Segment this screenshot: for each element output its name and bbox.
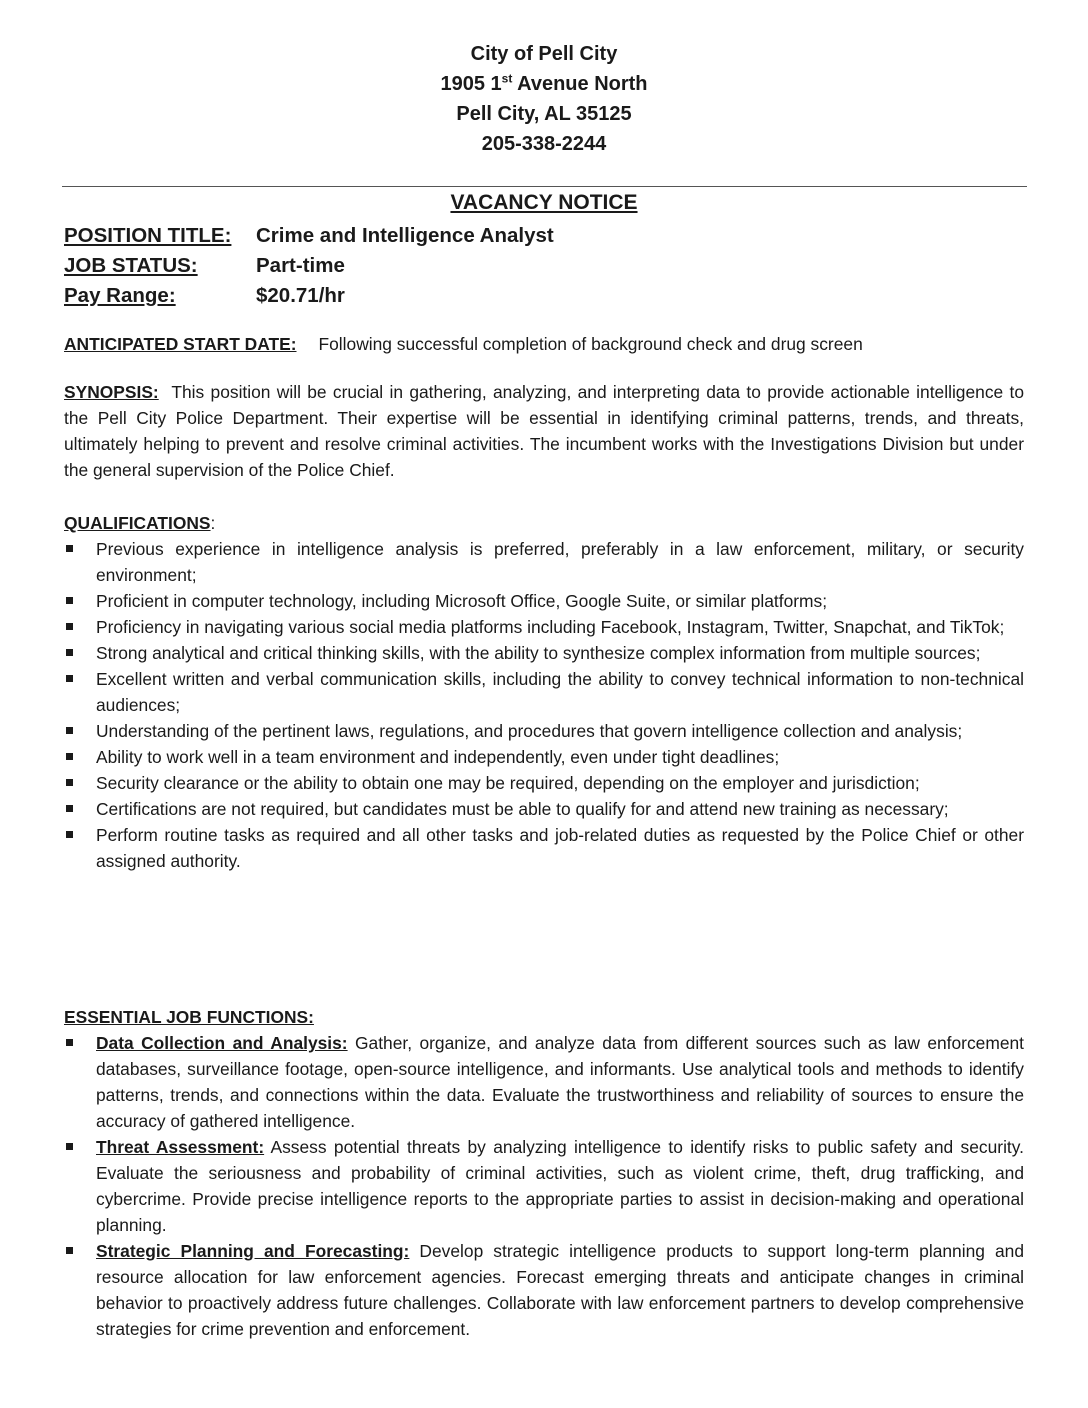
street-number: 1905 1 [440, 73, 502, 95]
list-item: Previous experience in intelligence analysis is preferred, preferably in a law enforcement, military, or security environment; [64, 536, 1024, 588]
qualifications-label: QUALIFICATIONS [64, 513, 211, 533]
street-address [0, 69, 1088, 99]
position-title-row [64, 221, 554, 251]
functions-label: ESSENTIAL JOB FUNCTIONS: [64, 1007, 314, 1027]
function-title: Strategic Planning and Forecasting: [96, 1241, 410, 1261]
list-item: Excellent written and verbal communication skills, including the ability to convey technical information to non-technical audiences; [64, 666, 1024, 718]
notice-title: VACANCY NOTICE [450, 191, 638, 214]
header-divider [62, 186, 1027, 187]
synopsis-label: SYNOPSIS: [64, 382, 159, 402]
list-item [64, 1030, 1024, 1134]
list-item: Security clearance or the ability to obtain one may be required, depending on the employer and jurisdiction; [64, 770, 1024, 796]
pay-range-value: $20.71/hr [256, 284, 345, 307]
list-item: Perform routine tasks as required and all other tasks and job-related duties as requested by the Police Chief or other assigned authority. [64, 822, 1024, 874]
job-status-value: Part-time [256, 254, 345, 277]
synopsis-paragraph [64, 379, 1024, 483]
list-item: Ability to work well in a team environment and independently, even under tight deadlines; [64, 744, 1024, 770]
list-item: Understanding of the pertinent laws, regulations, and procedures that govern intelligence collection and analysis; [64, 718, 1024, 744]
letterhead [0, 0, 1088, 159]
start-date-row [64, 331, 1024, 357]
pay-range-row [64, 281, 554, 311]
list-item [64, 1238, 1024, 1342]
start-date-label: ANTICIPATED START DATE: [64, 334, 297, 354]
street-name: Avenue North [512, 73, 648, 95]
city-state-zip: Pell City, AL 35125 [456, 103, 632, 125]
list-item: Proficiency in navigating various social media platforms including Facebook, Instagram, Twitter, Snapchat, and TikTok; [64, 614, 1024, 640]
qualifications-list [64, 536, 1024, 874]
job-status-label: JOB STATUS: [64, 254, 198, 277]
function-text: Assess potential threats by analyzing intelligence to identify risks to public safety and security. Evaluate the seriousness and probability of criminal activities, such as violent crime, theft, drug trafficking, and cybercrime. Provide precise intelligence reports to the appropriate parties to assist in decision-making and operational planning. [96, 1137, 1024, 1235]
list-item [64, 1134, 1024, 1238]
street-ordinal: st [501, 71, 513, 86]
position-facts [64, 221, 554, 311]
function-title: Data Collection and Analysis: [96, 1033, 348, 1053]
functions-heading [64, 1004, 1024, 1030]
function-title: Threat Assessment: [96, 1137, 265, 1157]
qualifications-colon: : [210, 513, 216, 533]
position-title-label: POSITION TITLE: [64, 224, 232, 247]
position-title-value: Crime and Intelligence Analyst [256, 224, 554, 247]
job-status-row [64, 251, 554, 281]
city-name: City of Pell City [470, 43, 618, 65]
qualifications-heading [64, 510, 1024, 536]
start-date-value: Following successful completion of background check and drug screen [318, 334, 863, 354]
list-item: Certifications are not required, but candidates must be able to qualify for and attend new training as necessary; [64, 796, 1024, 822]
list-item: Proficient in computer technology, including Microsoft Office, Google Suite, or similar platforms; [64, 588, 1024, 614]
function-text: Gather, organize, and analyze data from different sources such as law enforcement databases, surveillance footage, open-source intelligence, and informants. Use analytical tools and methods to identify patterns, trends, and connections within the data. Evaluate the trustworthiness and reliability of sources to ensure the accuracy of gathered intelligence. [96, 1033, 1024, 1131]
list-item: Strong analytical and critical thinking skills, with the ability to synthesize complex information from multiple sources; [64, 640, 1024, 666]
pay-range-label: Pay Range: [64, 284, 176, 307]
phone-number: 205-338-2244 [481, 133, 607, 155]
function-text: Develop strategic intelligence products to support long-term planning and resource allocation for law enforcement agencies. Forecast emerging threats and anticipate changes in criminal behavior to proactively address future challenges. Collaborate with law enforcement partners to develop comprehensive strategies for crime prevention and enforcement. [96, 1241, 1025, 1339]
functions-list [64, 1030, 1024, 1342]
synopsis-text: This position will be crucial in gathering, analyzing, and interpreting data to provide actionable intelligence to the Pell City Police Department. Their expertise will be essential in identifying criminal patterns, trends, and threats, ultimately helping to prevent and resolve criminal activities. The incumbent works with the Investigations Division but under the general supervision of the Police Chief. [64, 382, 1025, 480]
